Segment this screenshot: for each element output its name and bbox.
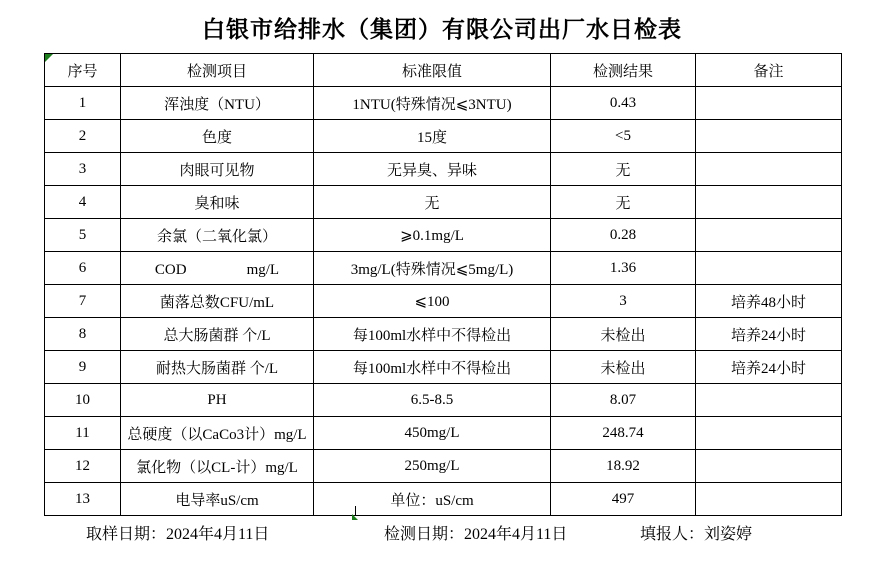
remark-cell	[696, 87, 842, 120]
row-number-cell: 5	[45, 219, 121, 252]
row-number-cell: 9	[45, 351, 121, 384]
result-cell: 8.07	[551, 384, 696, 417]
result-cell: 未检出	[551, 318, 696, 351]
table-row	[45, 87, 842, 120]
item-cell: 氯化物（以CL-计）mg/L	[121, 450, 314, 483]
item-cell: 菌落总数CFU/mL	[121, 285, 314, 318]
remark-cell	[696, 384, 842, 417]
item-cell: 色度	[121, 120, 314, 153]
header-row	[45, 54, 842, 87]
remark-cell	[696, 417, 842, 450]
column-header-number: 序号	[45, 54, 121, 87]
result-cell: <5	[551, 120, 696, 153]
limit-cell: 单位：uS/cm	[314, 483, 551, 516]
item-cell: 耐热大肠菌群 个/L	[121, 351, 314, 384]
remark-cell	[696, 120, 842, 153]
table-row	[45, 318, 842, 351]
row-number-cell: 13	[45, 483, 121, 516]
limit-cell: ⩽100	[314, 285, 551, 318]
result-cell: 0.28	[551, 219, 696, 252]
item-cell: 肉眼可见物	[121, 153, 314, 186]
table-body	[45, 87, 842, 516]
table-row	[45, 483, 842, 516]
row-number-cell: 4	[45, 186, 121, 219]
column-header-limit: 标准限值	[314, 54, 551, 87]
result-cell: 18.92	[551, 450, 696, 483]
result-cell: 未检出	[551, 351, 696, 384]
table-row	[45, 252, 842, 285]
item-cell: PH	[121, 384, 314, 417]
remark-cell	[696, 450, 842, 483]
row-number-cell: 8	[45, 318, 121, 351]
row-number-cell: 11	[45, 417, 121, 450]
limit-cell: 450mg/L	[314, 417, 551, 450]
limit-cell: ⩾0.1mg/L	[314, 219, 551, 252]
limit-cell: 每100ml水样中不得检出	[314, 318, 551, 351]
remark-cell: 培养24小时	[696, 351, 842, 384]
result-cell: 1.36	[551, 252, 696, 285]
result-cell: 0.43	[551, 87, 696, 120]
limit-cell: 15度	[314, 120, 551, 153]
item-cell: 浑浊度（NTU）	[121, 87, 314, 120]
row-number-cell: 3	[45, 153, 121, 186]
row-number-cell: 1	[45, 87, 121, 120]
result-cell: 497	[551, 483, 696, 516]
table-row	[45, 351, 842, 384]
remark-cell: 培养24小时	[696, 318, 842, 351]
row-number-cell: 7	[45, 285, 121, 318]
column-header-result: 检测结果	[551, 54, 696, 87]
reporter-value: 刘姿婷	[704, 526, 753, 543]
table-row	[45, 120, 842, 153]
item-cell: 总大肠菌群 个/L	[121, 318, 314, 351]
table-row	[45, 450, 842, 483]
item-cell: 电导率uS/cm	[121, 483, 314, 516]
page-title: 白银市给排水（集团）有限公司出厂水日检表	[202, 17, 682, 42]
column-header-item: 检测项目	[121, 54, 314, 87]
row-number-cell: 10	[45, 384, 121, 417]
cell-bottom-flag-icon	[352, 514, 358, 520]
result-cell: 3	[551, 285, 696, 318]
table-row	[45, 285, 842, 318]
row-number-cell: 6	[45, 252, 121, 285]
remark-cell	[696, 186, 842, 219]
item-cell: 总硬度（以CaCo3计）mg/L	[121, 417, 314, 450]
sampling-date	[86, 521, 269, 544]
reporter-label: 填报人：	[640, 526, 705, 543]
row-number-cell: 2	[45, 120, 121, 153]
limit-cell: 无异臭、异味	[314, 153, 551, 186]
remark-cell	[696, 483, 842, 516]
table-row	[45, 219, 842, 252]
sampling-date-label: 取样日期：	[86, 526, 167, 543]
limit-cell: 250mg/L	[314, 450, 551, 483]
test-date	[384, 521, 567, 544]
item-cell: 臭和味	[121, 186, 314, 219]
table-row	[45, 186, 842, 219]
result-cell: 无	[551, 153, 696, 186]
table-row	[45, 384, 842, 417]
row-number-cell: 12	[45, 450, 121, 483]
remark-cell	[696, 153, 842, 186]
limit-cell: 3mg/L(特殊情况⩽5mg/L)	[314, 252, 551, 285]
test-date-label: 检测日期：	[384, 526, 465, 543]
table-row	[45, 153, 842, 186]
remark-cell: 培养48小时	[696, 285, 842, 318]
remark-cell	[696, 252, 842, 285]
result-cell: 无	[551, 186, 696, 219]
limit-cell: 无	[314, 186, 551, 219]
footer	[0, 521, 884, 545]
limit-cell: 每100ml水样中不得检出	[314, 351, 551, 384]
item-cell: 余氯（二氧化氯）	[121, 219, 314, 252]
table-header	[45, 54, 842, 87]
item-cell: COD mg/L	[121, 252, 314, 285]
remark-cell	[696, 219, 842, 252]
limit-cell: 1NTU(特殊情况⩽3NTU)	[314, 87, 551, 120]
inspection-table	[44, 53, 842, 516]
column-header-remark: 备注	[696, 54, 842, 87]
sampling-date-value: 2024年4月11日	[166, 526, 270, 543]
test-date-value: 2024年4月11日	[464, 526, 568, 543]
reporter	[640, 521, 752, 544]
table-row	[45, 417, 842, 450]
limit-cell: 6.5-8.5	[314, 384, 551, 417]
cell-corner-flag-icon	[45, 54, 53, 62]
result-cell: 248.74	[551, 417, 696, 450]
